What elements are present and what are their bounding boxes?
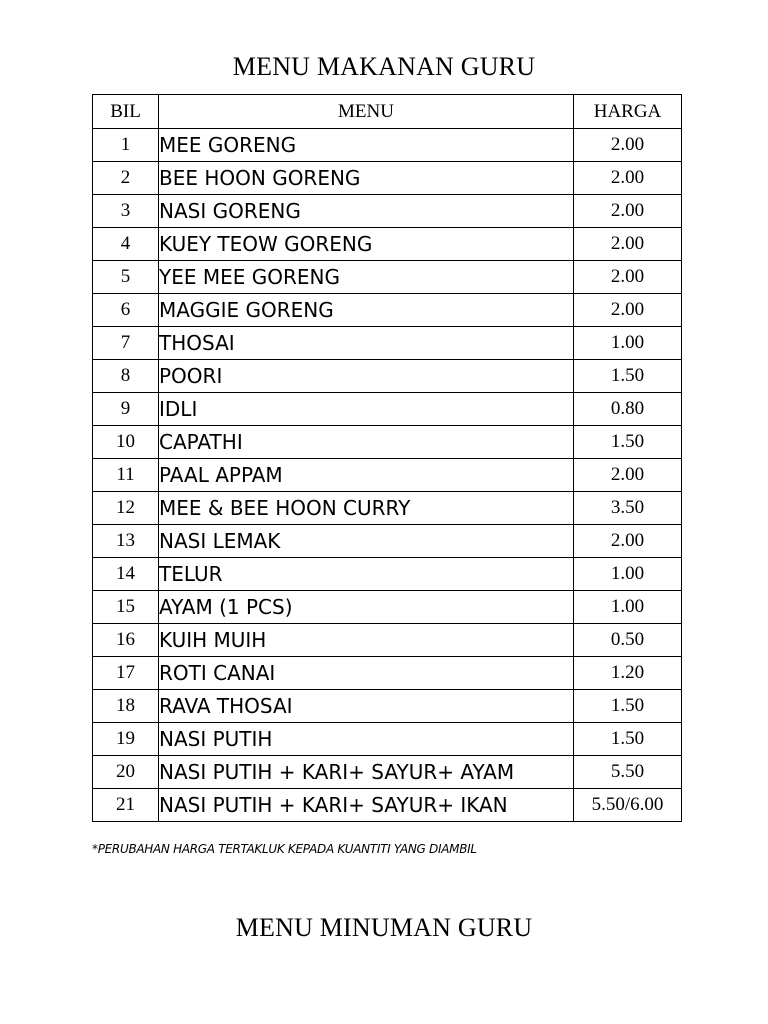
table-row [93, 690, 682, 723]
price-note: *PERUBAHAN HARGA TERTAKLUK KEPADA KUANTITI YANG DIAMBIL [92, 842, 477, 856]
menu-item-name: KUEY TEOW GORENG [159, 228, 574, 261]
menu-item-name: NASI PUTIH [159, 723, 574, 756]
row-number: 17 [93, 657, 159, 690]
row-number: 2 [93, 162, 159, 195]
menu-item-price: 2.00 [574, 525, 682, 558]
menu-item-price: 2.00 [574, 129, 682, 162]
row-number: 11 [93, 459, 159, 492]
menu-item-name: NASI GORENG [159, 195, 574, 228]
header-menu: MENU [159, 95, 574, 129]
table-row [93, 657, 682, 690]
menu-item-price: 5.50 [574, 756, 682, 789]
menu-item-price: 2.00 [574, 162, 682, 195]
menu-item-name: RAVA THOSAI [159, 690, 574, 723]
table-row [93, 426, 682, 459]
menu-item-price: 0.80 [574, 393, 682, 426]
menu-item-price: 1.00 [574, 591, 682, 624]
menu-item-price: 1.00 [574, 327, 682, 360]
menu-item-price: 3.50 [574, 492, 682, 525]
table-row [93, 525, 682, 558]
menu-item-name: NASI PUTIH + KARI+ SAYUR+ AYAM [159, 756, 574, 789]
row-number: 8 [93, 360, 159, 393]
table-row [93, 756, 682, 789]
menu-item-name: CAPATHI [159, 426, 574, 459]
table-row [93, 492, 682, 525]
table-row [93, 789, 682, 822]
menu-item-price: 1.20 [574, 657, 682, 690]
menu-item-name: KUIH MUIH [159, 624, 574, 657]
menu-item-price: 2.00 [574, 261, 682, 294]
row-number: 18 [93, 690, 159, 723]
table-row [93, 228, 682, 261]
table-row [93, 624, 682, 657]
menu-item-name: PAAL APPAM [159, 459, 574, 492]
row-number: 15 [93, 591, 159, 624]
table-row [93, 129, 682, 162]
row-number: 4 [93, 228, 159, 261]
menu-item-price: 1.50 [574, 360, 682, 393]
row-number: 13 [93, 525, 159, 558]
header-bil: BIL [93, 95, 159, 129]
menu-item-name: ROTI CANAI [159, 657, 574, 690]
row-number: 1 [93, 129, 159, 162]
table-row [93, 162, 682, 195]
row-number: 21 [93, 789, 159, 822]
menu-item-name: POORI [159, 360, 574, 393]
table-row [93, 360, 682, 393]
row-number: 10 [93, 426, 159, 459]
row-number: 12 [93, 492, 159, 525]
menu-item-price: 2.00 [574, 228, 682, 261]
table-row [93, 195, 682, 228]
menu-item-price: 1.00 [574, 558, 682, 591]
row-number: 19 [93, 723, 159, 756]
menu-item-price: 2.00 [574, 459, 682, 492]
menu-item-price: 1.50 [574, 690, 682, 723]
menu-item-price: 2.00 [574, 195, 682, 228]
table-row [93, 591, 682, 624]
menu-item-price: 1.50 [574, 723, 682, 756]
menu-item-price: 5.50/6.00 [574, 789, 682, 822]
table-row [93, 393, 682, 426]
menu-item-name: MEE GORENG [159, 129, 574, 162]
table-header-row [93, 95, 682, 129]
menu-item-name: THOSAI [159, 327, 574, 360]
table-row [93, 723, 682, 756]
row-number: 6 [93, 294, 159, 327]
table-row [93, 261, 682, 294]
food-menu-title: MENU MAKANAN GURU [232, 52, 536, 81]
menu-item-name: NASI PUTIH + KARI+ SAYUR+ IKAN [159, 789, 574, 822]
row-number: 14 [93, 558, 159, 591]
row-number: 7 [93, 327, 159, 360]
menu-item-price: 2.00 [574, 294, 682, 327]
table-row [93, 294, 682, 327]
table-row [93, 459, 682, 492]
menu-item-name: MEE & BEE HOON CURRY [159, 492, 574, 525]
menu-item-name: YEE MEE GORENG [159, 261, 574, 294]
row-number: 20 [93, 756, 159, 789]
menu-item-name: AYAM (1 PCS) [159, 591, 574, 624]
header-harga: HARGA [574, 95, 682, 129]
menu-item-name: BEE HOON GORENG [159, 162, 574, 195]
food-menu-table [92, 94, 682, 822]
menu-item-name: TELUR [159, 558, 574, 591]
row-number: 5 [93, 261, 159, 294]
menu-item-price: 1.50 [574, 426, 682, 459]
menu-item-name: NASI LEMAK [159, 525, 574, 558]
menu-item-name: MAGGIE GORENG [159, 294, 574, 327]
table-row [93, 558, 682, 591]
row-number: 16 [93, 624, 159, 657]
table-row [93, 327, 682, 360]
drink-menu-title: MENU MINUMAN GURU [235, 913, 533, 942]
menu-item-price: 0.50 [574, 624, 682, 657]
menu-item-name: IDLI [159, 393, 574, 426]
row-number: 3 [93, 195, 159, 228]
row-number: 9 [93, 393, 159, 426]
